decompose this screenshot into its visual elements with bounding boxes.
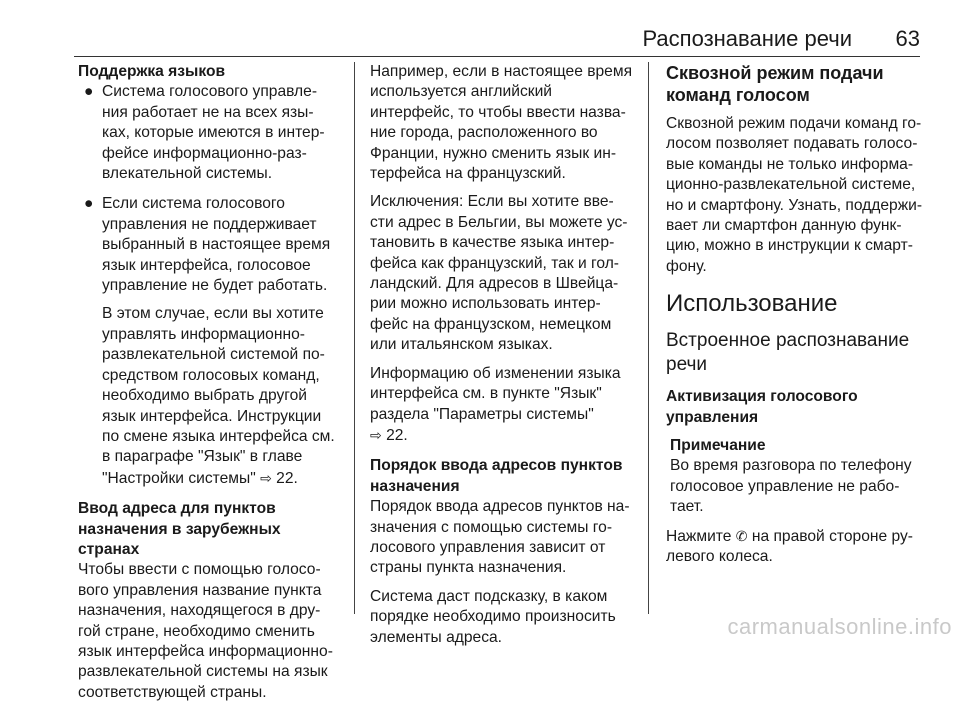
paragraph: Нажмите ✆ на правой стороне ру-левого колеса. (666, 527, 913, 566)
bullet-icon: ● (84, 195, 94, 213)
column-left (78, 62, 340, 703)
paragraph: Система даст подсказку, в каком порядке необходимо произносить элементы адреса. (370, 587, 616, 646)
bullet-text: Если система голосового управления не поддерживает выбранный в настоящее время язык интерфейса, голосовое управление не будет работать. (102, 195, 331, 295)
running-title: Распознавание речи (642, 26, 852, 51)
column-middle (370, 62, 632, 648)
bullet-text: Система голосового управле-ния работает не на всех язы-ках, которые имеются в интер-фейсе информационно-раз-влекательной системы. (102, 83, 325, 183)
heading-builtin-recognition: Встроенное распознавание речи (666, 330, 910, 376)
note-block (666, 436, 928, 518)
page-number: 63 (895, 26, 920, 51)
note-text: Во время разговора по телефону голосовое управление не рабо-тает. (670, 457, 912, 516)
paragraph: Чтобы ввести с помощью голосо-вого управления название пункта назначения, находящегося в дру-гой стране, необходимо сменить язык интерфейса информационно-развлекательной системы на язык соответствующей страны. (78, 561, 333, 701)
page-ref-arrow-icon: ⇨ (260, 469, 272, 486)
paragraph: Информацию об изменении языка интерфейса см. в пункте "Язык" раздела "Параметры системы" ⇨ 22. (370, 364, 621, 444)
bullet-continuation: В этом случае, если вы хотите управлять информационно-развлекательной системой по-средством голосовых команд, необходимо выбрать другой язык интерфейса. Инструкции по смене языка интерфейса см. в параграфе "Язык" в главе "Настройки системы" ⇨ 22. (102, 305, 335, 487)
paragraph: Например, если в настоящее время используется английский интерфейс, то чтобы ввести назва-ние города, расположенного во Франции, нужно сменить язык ин-терфейса на французский. (370, 63, 633, 183)
page-ref-arrow-icon: ⇨ (370, 426, 382, 443)
heading-address-order: Порядок ввода адресов пунктов назначения (370, 457, 623, 495)
paragraph: Сквозной режим подачи команд го-лосом позволяет подавать голосо-вые команды не только информа-ционно-развлекательной системе, но и смартфону. Узнать, поддержи-вает ли смартфон данную функ-цию, можно в инструкции к смарт-фону. (666, 115, 923, 275)
heading-foreign-destinations: Ввод адреса для пунктов назначения в зарубежных странах (78, 500, 281, 558)
bullet-icon: ● (84, 83, 94, 101)
header-divider (74, 56, 920, 57)
list-item (78, 194, 340, 296)
column-divider-2 (648, 62, 649, 614)
voice-button-icon: ✆ (735, 527, 748, 544)
column-divider-1 (354, 62, 355, 614)
paragraph: Исключения: Если вы хотите вве-сти адрес в Бельгии, вы можете ус-тановить в качестве языка интер-фейса как французский, так и гол-ландский. Для адресов в Швейца-рии можно использовать интер-фейс на французском, немецком или итальянском языках. (370, 193, 628, 354)
heading-activate-voice: Активизация голосового управления (666, 388, 858, 426)
note-title: Примечание (670, 437, 766, 455)
column-right (666, 62, 928, 568)
heading-language-support: Поддержка языков (78, 63, 226, 80)
list-item (78, 82, 340, 184)
heading-passthrough: Сквозной режим подачи команд голосом (666, 63, 884, 105)
paragraph: Порядок ввода адресов пунктов на-значения с помощью системы го-лосового управления зависит от страны пункта назначения. (370, 498, 630, 577)
heading-usage: Использование (666, 290, 838, 318)
watermark: carmanualsonline.info (727, 614, 952, 639)
